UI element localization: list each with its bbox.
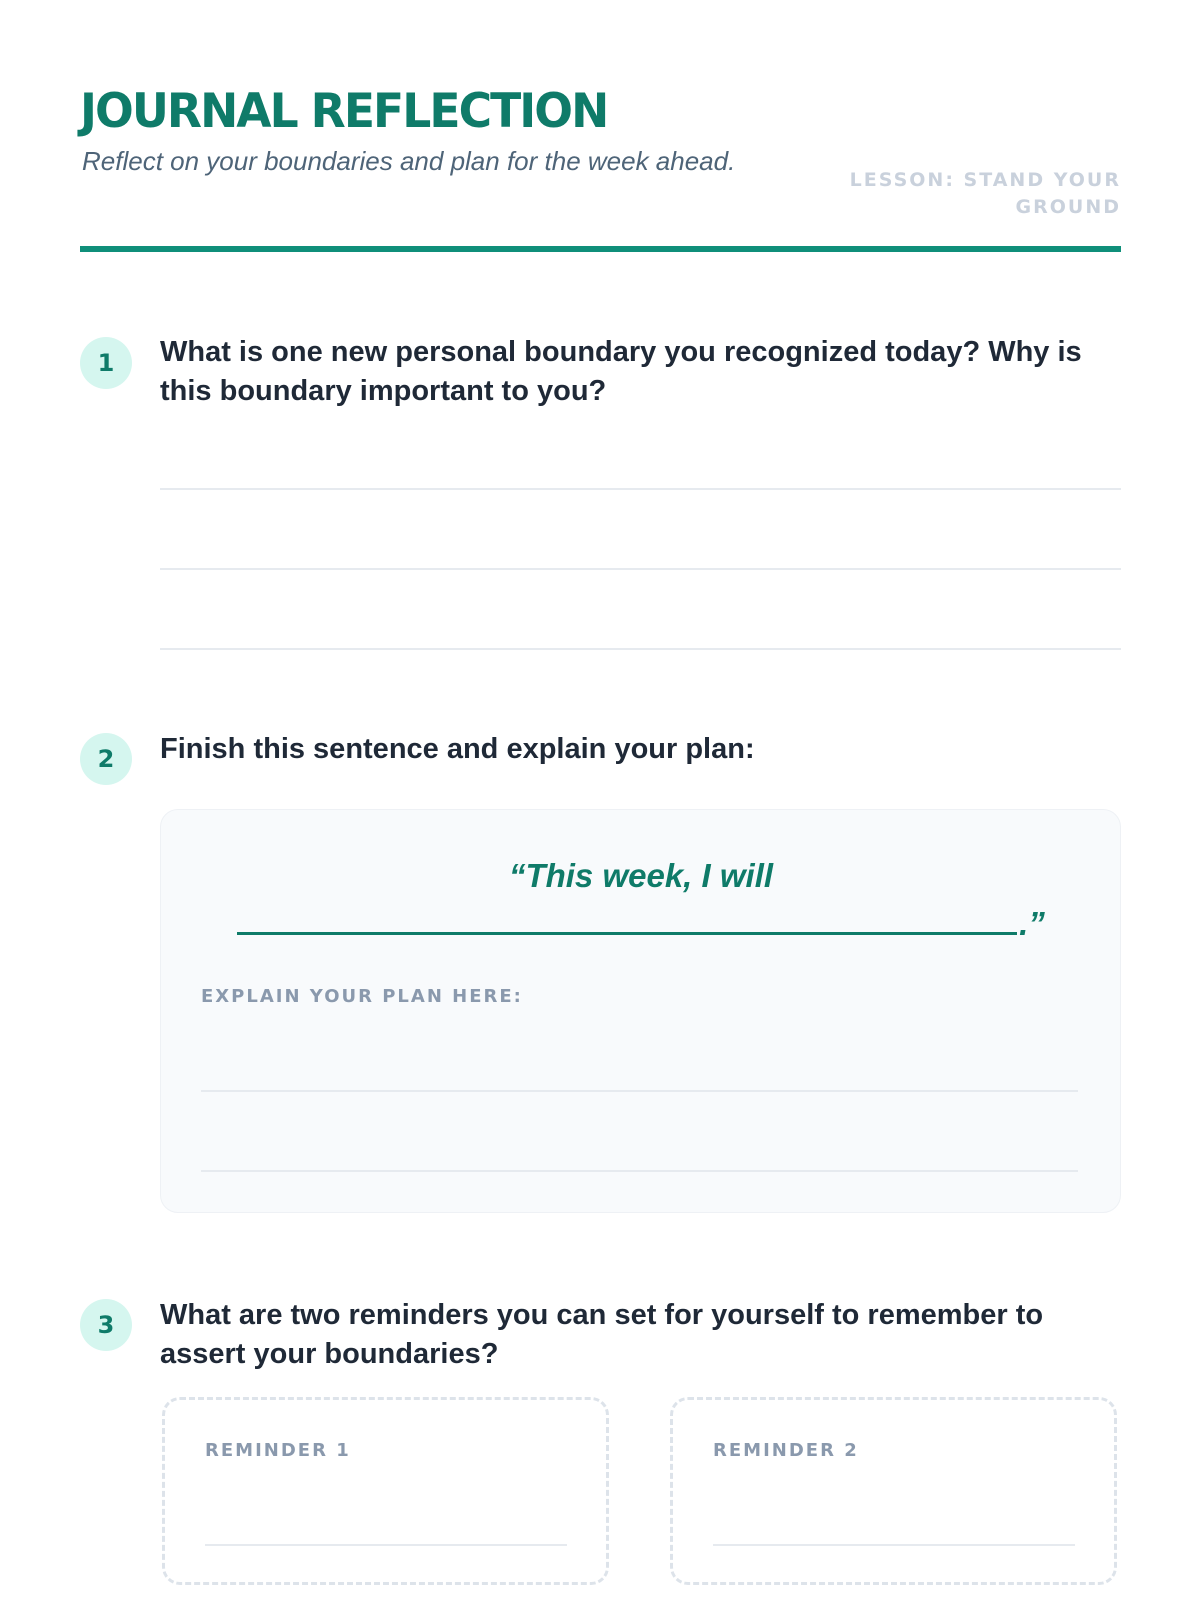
- plan-sentence-blank[interactable]: [237, 902, 1017, 935]
- lesson-label-line-1: LESSON: STAND YOUR: [849, 169, 1121, 191]
- question-1-answer-line-2[interactable]: [160, 568, 1121, 570]
- plan-answer-line-2[interactable]: [201, 1170, 1078, 1172]
- reminder-2-label: REMINDER 2: [713, 1440, 859, 1461]
- reminder-1-box[interactable]: [162, 1397, 609, 1585]
- page-subtitle: Reflect on your boundaries and plan for the week ahead.: [82, 146, 736, 176]
- question-1-answer-line-3[interactable]: [160, 648, 1121, 650]
- question-3-number-badge: 3: [80, 1299, 132, 1351]
- question-2-number-badge: 2: [80, 733, 132, 785]
- plan-sentence: [221, 852, 1061, 948]
- reminder-1-label: REMINDER 1: [205, 1440, 351, 1461]
- plan-answer-line-1[interactable]: [201, 1090, 1078, 1092]
- plan-box: [160, 809, 1121, 1213]
- lesson-label: [821, 167, 1121, 221]
- plan-sentence-end: .”: [1019, 905, 1045, 942]
- question-2-text: Finish this sentence and explain your plan:: [160, 733, 755, 765]
- header-divider: [80, 246, 1121, 252]
- question-1-answer-line-1[interactable]: [160, 488, 1121, 490]
- question-1-text: What is one new personal boundary you recognized today? Why is this boundary important to you?: [160, 336, 1082, 407]
- page-title: JOURNAL REFLECTION: [80, 84, 608, 139]
- explain-plan-label: EXPLAIN YOUR PLAN HERE:: [201, 986, 523, 1007]
- reminder-1-answer-line[interactable]: [205, 1544, 567, 1546]
- reminder-2-answer-line[interactable]: [713, 1544, 1075, 1546]
- lesson-label-line-2: GROUND: [1015, 196, 1121, 218]
- plan-sentence-start: “This week, I will: [508, 857, 774, 894]
- question-1-number-badge: 1: [80, 337, 132, 389]
- reminder-2-box[interactable]: [670, 1397, 1117, 1585]
- question-3-text: What are two reminders you can set for yourself to remember to assert your boundaries?: [160, 1299, 1044, 1370]
